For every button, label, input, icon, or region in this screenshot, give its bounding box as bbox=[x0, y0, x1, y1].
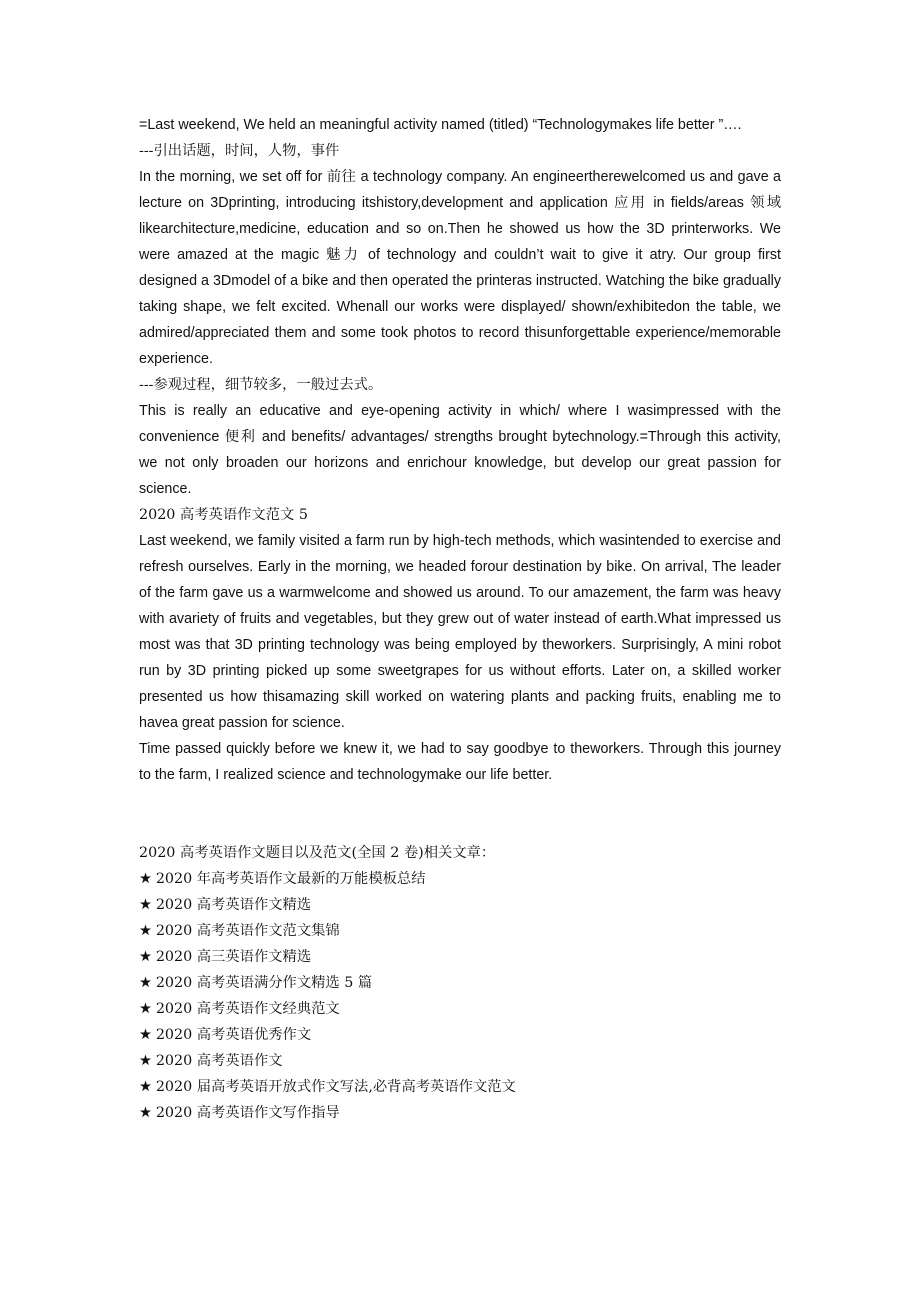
related-article-link[interactable]: ★ 2020 高考英语作文 bbox=[139, 1053, 283, 1069]
star-icon: ★ bbox=[139, 1001, 152, 1017]
essay4-note-topic: ---引出话题，时间，人物，事件 bbox=[139, 143, 340, 159]
document-body bbox=[139, 112, 781, 1126]
related-articles-list bbox=[139, 866, 781, 1126]
star-icon: ★ bbox=[139, 1079, 152, 1095]
essay4-conclusion: This is really an educative and eye-opening activity in which/ where I wasimpressed with the convenience 便利 and benefits/ advantages/ strengths brought bytechnology.=Through this activity, we not only broaden our horizons and enrichour knowledge, but develop our great passion for science. bbox=[139, 403, 781, 497]
related-article-link[interactable]: ★ 2020 高考英语满分作文精选 5 篇 bbox=[139, 975, 373, 991]
section-spacer bbox=[139, 788, 781, 840]
related-articles-heading: 2020 高考英语作文题目以及范文(全国 2 卷)相关文章： bbox=[139, 845, 496, 861]
related-article-link[interactable]: ★ 2020 届高考英语开放式作文写法,必背高考英语作文范文 bbox=[139, 1079, 516, 1095]
related-article-link[interactable]: ★ 2020 高三英语作文精选 bbox=[139, 949, 312, 965]
related-article-link[interactable]: ★ 2020 高考英语作文写作指导 bbox=[139, 1105, 340, 1121]
star-icon: ★ bbox=[139, 949, 152, 965]
essay5-heading: 2020 高考英语作文范文 5 bbox=[139, 507, 308, 523]
related-article-link[interactable]: ★ 2020 高考英语作文精选 bbox=[139, 897, 312, 913]
essay4-body: In the morning, we set off for 前往 a technology company. An engineertherewelcomed us and gave a lecture on 3Dprinting, introducing itshistory,development and application 应用 in fields/areas 领域 likearchitecture,medicine, education and so on.Then he showed us how the 3D printerworks. We were amazed at the magic 魅力 of technology and couldn’t wait to give it atry. Our group first designed a 3Dmodel of a bike and then operated the printeras instructed. Watching the bike gradually taking shape, we felt excited. Whenall our works were displayed/ shown/exhibitedon the table, we admired/appreciated them and some took photos to record thisunforgettable experience/memorable experience. bbox=[139, 169, 781, 367]
essay4-opening: =Last weekend, We held an meaningful activity named (titled) “Technologymakes life better ”…. bbox=[139, 117, 742, 133]
related-article-link[interactable]: ★ 2020 高考英语作文范文集锦 bbox=[139, 923, 340, 939]
star-icon: ★ bbox=[139, 975, 152, 991]
related-article-link[interactable]: ★ 2020 高考英语优秀作文 bbox=[139, 1027, 312, 1043]
star-icon: ★ bbox=[139, 1053, 152, 1069]
star-icon: ★ bbox=[139, 897, 152, 913]
essay5-body: Last weekend, we family visited a farm run by high-tech methods, which wasintended to exercise and refresh ourselves. Early in the morning, we headed forour destination by bike. On arrival, The leader of the farm gave us a warmwelcome and showed us around. To our amazement, the farm was heavy with avariety of fruits and vegetables, but they grew out of water instead of earth.What impressed us most was that 3D printing technology was being employed by theworkers. Surprisingly, A mini robot run by 3D printing picked up some sweetgrapes for us without efforts. Later on, a skilled worker presented us how thisamazing skill worked on watering plants and packing fruits, enabling me to havea great passion for science. bbox=[139, 533, 781, 731]
related-article-link[interactable]: ★ 2020 年高考英语作文最新的万能模板总结 bbox=[139, 871, 426, 887]
related-article-link[interactable]: ★ 2020 高考英语作文经典范文 bbox=[139, 1001, 340, 1017]
essay4-note-process: ---参观过程，细节较多，一般过去式。 bbox=[139, 377, 383, 393]
star-icon: ★ bbox=[139, 1027, 152, 1043]
star-icon: ★ bbox=[139, 871, 152, 887]
star-icon: ★ bbox=[139, 923, 152, 939]
essay5-conclusion: Time passed quickly before we knew it, we had to say goodbye to theworkers. Through this journey to the farm, I realized science and technologymake our life better. bbox=[139, 741, 781, 783]
star-icon: ★ bbox=[139, 1105, 152, 1121]
